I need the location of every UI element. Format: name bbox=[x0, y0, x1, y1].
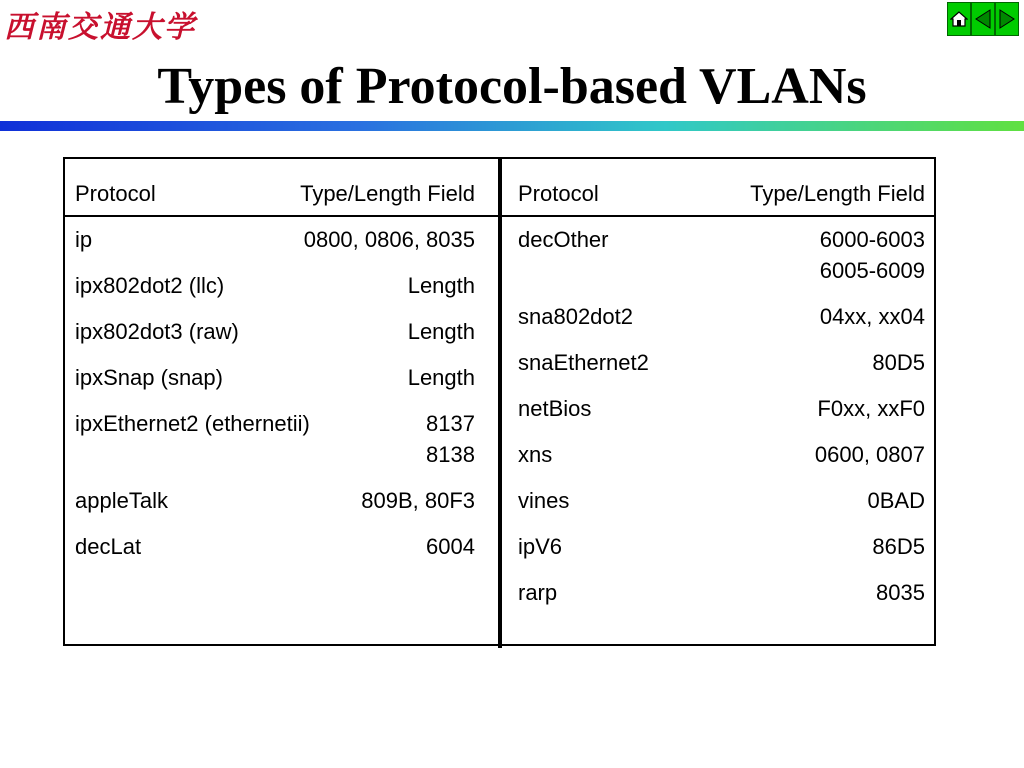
protocol-name: ipx802dot2 (llc) bbox=[75, 273, 225, 298]
protocol-name: rarp bbox=[518, 580, 558, 605]
home-button[interactable] bbox=[947, 2, 971, 36]
header-protocol: Protocol bbox=[518, 181, 599, 206]
field-value: Length bbox=[407, 319, 475, 344]
header-rule bbox=[63, 215, 936, 217]
field-value: 6005-6009 bbox=[819, 258, 925, 283]
triangle-right-icon bbox=[998, 8, 1016, 30]
field-value: 809B, 80F3 bbox=[361, 488, 475, 513]
next-slide-button[interactable] bbox=[995, 2, 1019, 36]
field-value: 0BAD bbox=[867, 488, 925, 513]
previous-slide-button[interactable] bbox=[971, 2, 995, 36]
field-value: 04xx, xx04 bbox=[819, 304, 925, 329]
field-value: 8138 bbox=[426, 442, 475, 467]
header-field: Type/Length Field bbox=[300, 181, 475, 206]
protocol-name: ip bbox=[75, 227, 93, 252]
field-value: 8137 bbox=[426, 411, 475, 436]
protocol-name: ipx802dot3 (raw) bbox=[75, 319, 239, 344]
protocol-name: xns bbox=[518, 442, 553, 467]
protocol-name: netBios bbox=[518, 396, 592, 421]
field-value: 6004 bbox=[426, 534, 475, 559]
field-value: F0xx, xxF0 bbox=[817, 396, 925, 421]
protocol-name: ipV6 bbox=[518, 534, 563, 559]
protocol-name: sna802dot2 bbox=[518, 304, 633, 329]
triangle-left-icon bbox=[974, 8, 992, 30]
field-value: 86D5 bbox=[872, 534, 925, 559]
field-value: Length bbox=[407, 365, 475, 390]
protocol-name: appleTalk bbox=[75, 488, 168, 513]
field-value: 8035 bbox=[876, 580, 925, 605]
home-icon bbox=[950, 10, 968, 28]
field-value: 0600, 0807 bbox=[814, 442, 925, 467]
protocol-name: ipxSnap (snap) bbox=[75, 365, 223, 390]
field-value: 6000-6003 bbox=[819, 227, 925, 252]
field-value: 80D5 bbox=[872, 350, 925, 375]
header-field: Type/Length Field bbox=[750, 181, 925, 206]
protocol-name: decLat bbox=[75, 534, 142, 559]
title-underline-bar bbox=[0, 121, 1024, 131]
slide-nav bbox=[947, 2, 1019, 36]
protocol-name: decOther bbox=[518, 227, 609, 252]
protocol-name: ipxEthernet2 (ethernetii) bbox=[75, 411, 310, 436]
field-value: 0800, 0806, 8035 bbox=[303, 227, 475, 252]
university-logo: 西南交通大学 bbox=[4, 10, 196, 45]
protocol-name: vines bbox=[518, 488, 570, 513]
slide-title: Types of Protocol-based VLANs bbox=[157, 58, 867, 115]
protocol-name: snaEthernet2 bbox=[518, 350, 649, 375]
column-divider bbox=[498, 157, 502, 648]
field-value: Length bbox=[407, 273, 475, 298]
header-protocol: Protocol bbox=[75, 181, 156, 206]
